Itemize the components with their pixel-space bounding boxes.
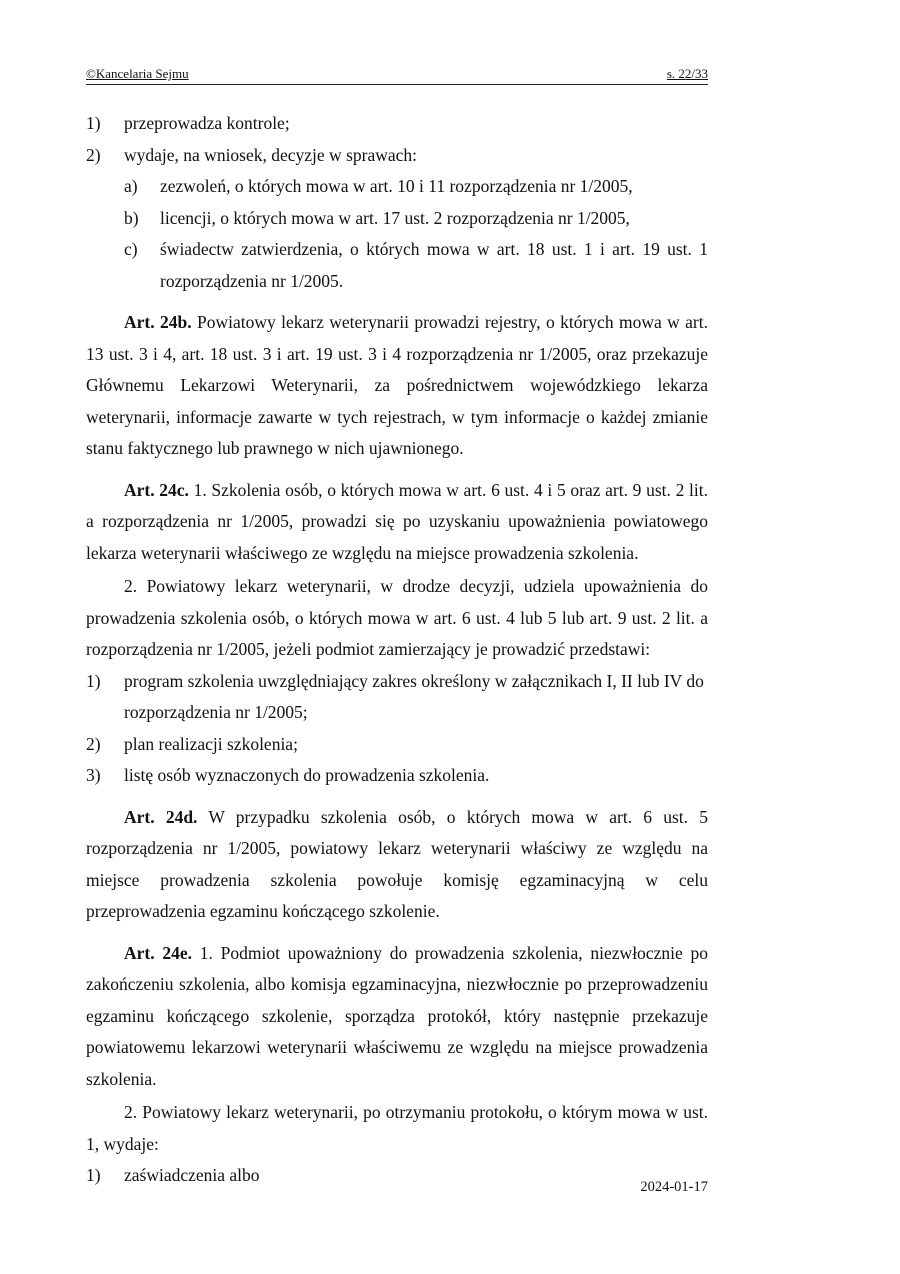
list-item-text: listę osób wyznaczonych do prowadzenia szkolenia. xyxy=(124,765,490,785)
article-label: Art. 24c. xyxy=(124,479,189,500)
list-item xyxy=(86,108,708,140)
list-item-number: 1) xyxy=(86,113,101,133)
list-item-number: 1) xyxy=(86,670,101,691)
list-item-text: program szkolenia uwzględniający zakres określony w załącznikach I, II lub IV do rozporządzenia nr 1/2005; xyxy=(124,670,704,722)
list-item-text: przeprowadza kontrole; xyxy=(124,113,290,133)
list-item-number: 2) xyxy=(86,144,101,165)
sublist-item xyxy=(86,234,708,297)
sublist-item-letter: c) xyxy=(124,239,138,259)
page-header xyxy=(86,66,708,85)
sublist-item xyxy=(86,203,708,235)
article-paragraph: 2. Powiatowy lekarz weterynarii, po otrzymaniu protokołu, o którym mowa w ust. 1, wydaje: xyxy=(86,1102,708,1154)
list-item xyxy=(86,666,708,729)
list-item xyxy=(86,1160,708,1192)
sublist-item-text: zezwoleń, o których mowa w art. 10 i 11 rozporządzenia nr 1/2005, xyxy=(160,176,633,196)
header-publisher: ©Kancelaria Sejmu xyxy=(86,66,189,81)
list-item-text: plan realizacji szkolenia; xyxy=(124,733,298,754)
sublist-item-letter: b) xyxy=(124,207,139,228)
article-label: Art. 24d. xyxy=(124,806,198,827)
list-item-number: 3) xyxy=(86,765,101,785)
list-item-text: zaświadczenia albo xyxy=(124,1165,260,1185)
list-item xyxy=(86,729,708,761)
article-text: Powiatowy lekarz weterynarii prowadzi rejestry, o których mowa w art. 13 ust. 3 i 4, art. 18 ust. 3 i art. 19 ust. 3 i 4 rozporządzenia nr 1/2005, oraz przekazuje Głównemu Lekarzowi Weterynarii, za pośrednictwem wojewódzkiego lekarza weterynarii, informacje zawarte w tych rejestrach, w tym informacje o każdej zmianie stanu faktycznego lub prawnego w nich ujawnionego. xyxy=(86,312,708,458)
article-24d xyxy=(86,802,708,928)
page-footer-date: 2024-01-17 xyxy=(640,1179,708,1195)
sublist-item-text: świadectw zatwierdzenia, o których mowa w art. 18 ust. 1 i art. 19 ust. 1 rozporządzenia nr 1/2005. xyxy=(160,239,708,291)
sublist-item xyxy=(86,171,708,203)
article-24c xyxy=(86,475,708,570)
article-label: Art. 24e. xyxy=(124,942,193,963)
header-page-number: s. 22/33 xyxy=(666,66,708,81)
article-24e xyxy=(86,938,708,1096)
article-label: Art. 24b. xyxy=(124,312,192,332)
list-item xyxy=(86,140,708,172)
sublist-item-letter: a) xyxy=(124,176,138,196)
sublist-item-text: licencji, o których mowa w art. 17 ust. 2 rozporządzenia nr 1/2005, xyxy=(160,207,630,228)
article-text: 1. Szkolenia osób, o których mowa w art. 6 ust. 4 i 5 oraz art. 9 ust. 2 lit. a rozporządzenia nr 1/2005, prowadzi się po uzyskaniu upoważnienia powiatowego lekarza weterynarii właściwego ze względu na miejsce prowadzenia szkolenia. xyxy=(86,479,708,563)
article-paragraph: 2. Powiatowy lekarz weterynarii, w drodze decyzji, udziela upoważnienia do prowadzenia szkolenia osób, o których mowa w art. 6 ust. 4 lub 5 lub art. 9 ust. 2 lit. a rozporządzenia nr 1/2005, jeżeli podmiot zamierzający je prowadzić przedstawi: xyxy=(86,576,708,659)
article-text: 1. Podmiot upoważniony do prowadzenia szkolenia, niezwłocznie po zakończeniu szkolenia, albo komisja egzaminacyjna, niezwłocznie po przeprowadzeniu egzaminu kończącego szkolenie, sporządza protokół, który następnie przekazuje powiatowemu lekarzowi weterynarii właściwemu ze względu na miejsce prowadzenia szkolenia. xyxy=(86,942,708,1089)
list-item-text: wydaje, na wniosek, decyzje w sprawach: xyxy=(124,144,418,165)
list-item-number: 1) xyxy=(86,1165,101,1185)
list-item xyxy=(86,760,708,792)
list-item-number: 2) xyxy=(86,733,101,754)
article-text: W przypadku szkolenia osób, o których mowa w art. 6 ust. 5 rozporządzenia nr 1/2005, powiatowy lekarz weterynarii właściwy ze względu na miejsce prowadzenia szkolenia powołuje komisję egzaminacyjną w celu przeprowadzenia egzaminu kończącego szkolenie. xyxy=(86,806,709,921)
article-24b xyxy=(86,307,708,465)
document-body xyxy=(86,108,708,1192)
